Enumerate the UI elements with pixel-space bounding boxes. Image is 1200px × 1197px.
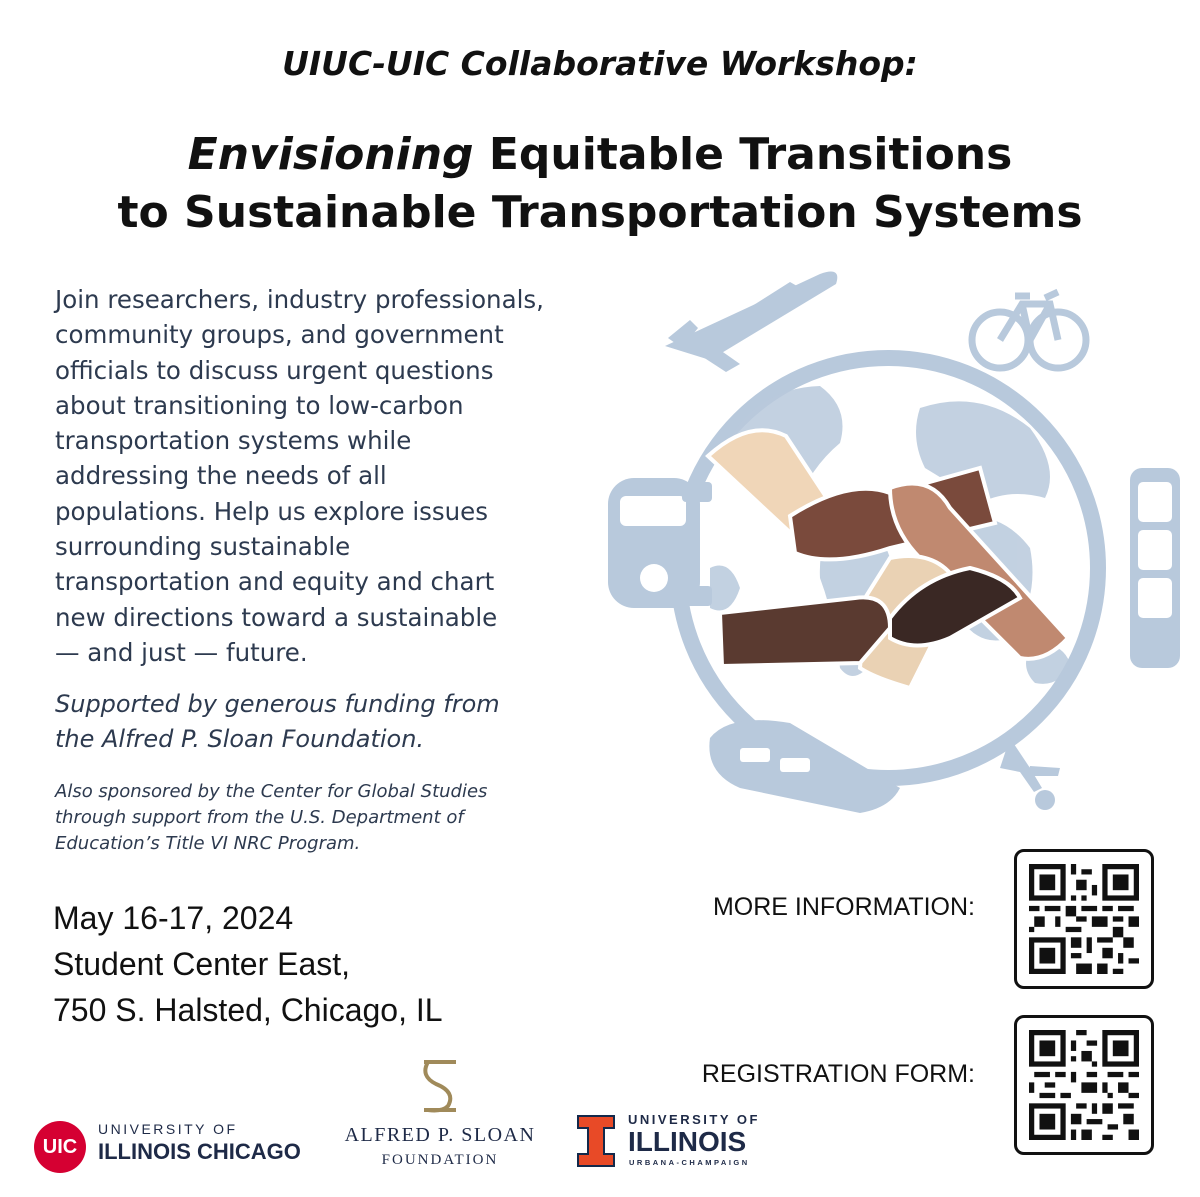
- workshop-subtitle: UIUC-UIC Collaborative Workshop:: [282, 44, 918, 83]
- uic-badge: UIC: [34, 1121, 86, 1173]
- funding-line: the Alfred P. Sloan Foundation.: [55, 725, 425, 753]
- description-line: community groups, and government: [55, 320, 504, 350]
- page-title: [0, 126, 1200, 242]
- globe-hands-illustration: [590, 268, 1185, 828]
- qr-code-icon: [1029, 1030, 1139, 1140]
- event-date: May 16-17, 2024: [53, 900, 294, 936]
- event-address: 750 S. Halsted, Chicago, IL: [53, 992, 443, 1028]
- description-line: transportation and equity and chart: [55, 567, 495, 597]
- uiuc-line1: UNIVERSITY OF: [628, 1112, 760, 1127]
- more-info-qr[interactable]: [1014, 849, 1154, 989]
- description: [55, 282, 645, 670]
- event-venue: Student Center East,: [53, 946, 351, 982]
- event-details: [53, 895, 653, 1033]
- cosponsor-line: Education’s Title VI NRC Program.: [55, 833, 361, 854]
- cosponsor-line: through support from the U.S. Department of: [55, 807, 464, 828]
- description-line: new directions toward a sustainable: [55, 602, 498, 632]
- bicycle-icon: [972, 292, 1086, 368]
- sloan-line2: FOUNDATION: [381, 1152, 499, 1168]
- sloan-s-icon: [416, 1058, 464, 1114]
- airplane-icon: [665, 272, 837, 372]
- uiuc-line2: ILLINOIS: [628, 1126, 747, 1157]
- uic-line2: ILLINOIS CHICAGO: [98, 1139, 301, 1164]
- train-icon: [709, 720, 900, 813]
- more-info-label: MORE INFORMATION:: [712, 893, 975, 921]
- uic-logo: [34, 1115, 304, 1175]
- title-line-2: to Sustainable Transportation Systems: [117, 187, 1083, 238]
- sloan-line1: ALFRED P. SLOAN: [344, 1124, 536, 1146]
- registration-qr[interactable]: [1014, 1015, 1154, 1155]
- description-line: — and just — future.: [55, 637, 308, 667]
- title-emphasis: Envisioning: [187, 129, 474, 180]
- description-line: Join researchers, industry professionals,: [55, 285, 544, 314]
- qr-code-icon: [1029, 864, 1139, 974]
- title-line-1: [0, 126, 1200, 184]
- uiuc-logo: [576, 1110, 806, 1170]
- funding-line: Supported by generous funding from: [55, 690, 500, 718]
- block-i-icon: [576, 1114, 616, 1168]
- description-line: about transitioning to low-carbon: [55, 390, 464, 420]
- bus-icon: [1130, 468, 1180, 668]
- description-line: surrounding sustainable: [55, 532, 351, 562]
- funding-statement: [55, 687, 655, 757]
- cosponsor-line: Also sponsored by the Center for Global Studies: [55, 781, 488, 802]
- registration-label: REGISTRATION FORM:: [701, 1060, 975, 1088]
- pedestrian-icon: [1000, 738, 1060, 810]
- uiuc-line3: URBANA-CHAMPAIGN: [629, 1158, 750, 1167]
- description-line: transportation systems while: [55, 426, 412, 456]
- description-line: officials to discuss urgent questions: [55, 355, 494, 385]
- description-line: populations. Help us explore issues: [55, 496, 489, 526]
- car-icon: [608, 478, 712, 608]
- sloan-logo: [330, 1058, 550, 1178]
- uic-line1: UNIVERSITY OF: [98, 1121, 238, 1137]
- title-rest: Equitable Transitions: [488, 129, 1013, 180]
- cosponsor-statement: [55, 779, 655, 857]
- description-line: addressing the needs of all: [55, 461, 387, 491]
